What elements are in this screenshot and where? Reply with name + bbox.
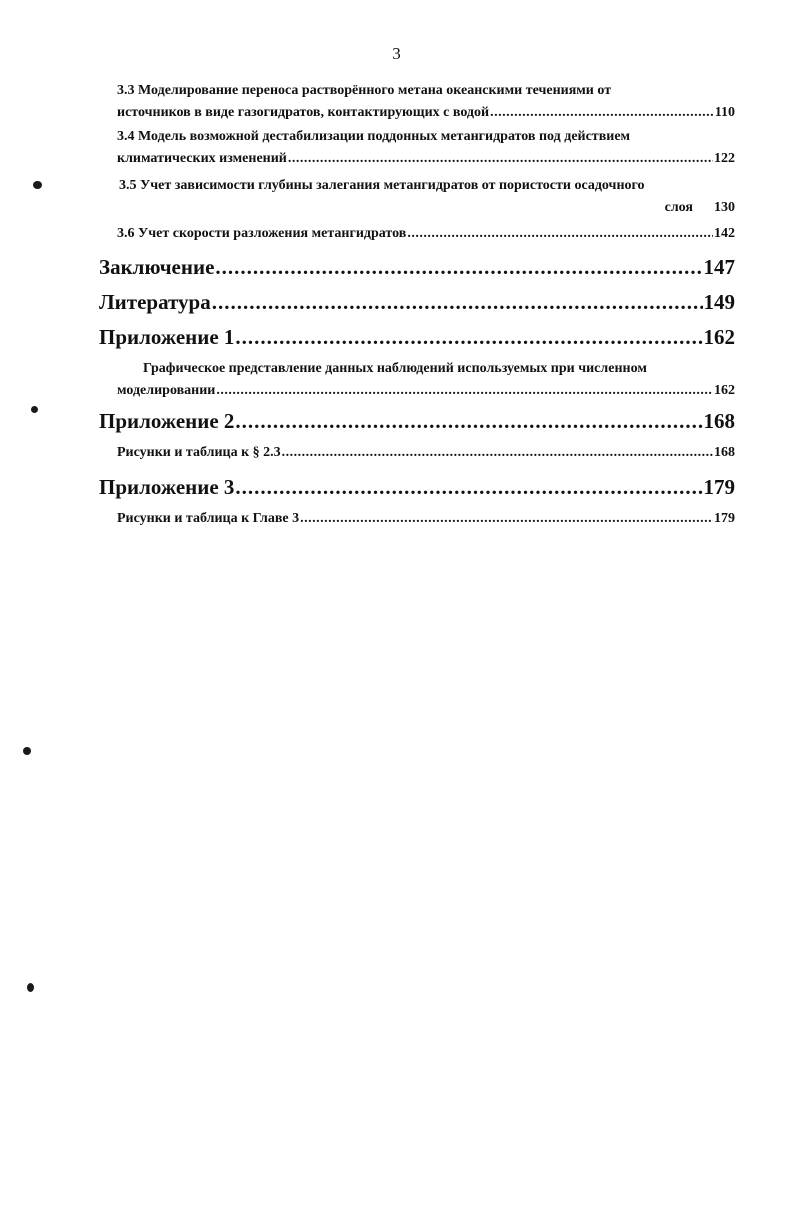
toc-entry-3-4-page: 122: [714, 151, 735, 166]
dot-leader: [288, 148, 713, 170]
toc-entry-conclusion-page: 147: [703, 255, 735, 279]
toc-entry-3-4-title-line1: 3.4 Модель возможной дестабилизации поддонных метангидратов под действием: [117, 129, 631, 144]
page-number: 3: [392, 44, 401, 63]
toc-entry-3-5: [119, 175, 735, 219]
toc-entry-literature-title: Литература: [99, 290, 211, 314]
toc-entry-appendix-2-sub-page: 168: [714, 445, 735, 460]
toc-entry-appendix-1-sub-page: 162: [714, 383, 735, 398]
scan-speck: [33, 181, 42, 189]
toc-entry-appendix-3-sub: [117, 508, 735, 530]
toc-entry-3-5-title-line1: 3.5 Учет зависимости глубины залегания метангидратов от пористости осадочного: [119, 178, 645, 193]
toc-entry-appendix-2: [99, 408, 735, 434]
toc-entry-appendix-2-sub: [117, 442, 735, 464]
toc-entry-appendix-3-sub-page: 179: [714, 511, 735, 526]
toc-entry-conclusion: [99, 254, 735, 280]
dot-leader: [212, 289, 703, 315]
toc-entry-appendix-2-title: Приложение 2: [99, 409, 235, 433]
dot-leader: [235, 474, 702, 500]
toc-entry-appendix-3-sub-title: Рисунки и таблица к Главе 3: [117, 511, 300, 526]
scan-speck: [27, 983, 34, 992]
toc-entry-appendix-3-page: 179: [703, 475, 735, 499]
scan-speck: [23, 747, 31, 755]
toc-entry-literature-page: 149: [703, 290, 735, 314]
toc-entry-3-6: [117, 223, 735, 245]
toc-entry-appendix-2-sub-title: Рисунки и таблица к § 2.3: [117, 445, 281, 460]
toc-entry-3-5-title-line2: слоя: [664, 200, 693, 215]
toc-entry-appendix-1-sub-title-line1: Графическое представление данных наблюдений используемых при численном: [143, 361, 647, 376]
toc-entry-3-3-title-line2: источников в виде газогидратов, контактирующих с водой: [117, 105, 490, 120]
dot-leader: [300, 508, 713, 530]
toc-entry-3-3-title-line1: 3.3 Моделирование переноса растворённого метана океанскими течениями от: [117, 83, 612, 98]
toc-entry-literature: [99, 289, 735, 315]
toc-entry-3-6-page: 142: [714, 226, 735, 241]
toc-entry-appendix-1-title: Приложение 1: [99, 325, 235, 349]
toc-entry-appendix-3-title: Приложение 3: [99, 475, 235, 499]
toc-entry-appendix-1-sub: [117, 358, 735, 402]
dot-leader: [215, 254, 702, 280]
dot-leader: [282, 442, 713, 464]
toc-entry-3-3-page: 110: [714, 105, 735, 120]
dot-leader: [235, 324, 702, 350]
toc-entry-appendix-1-page: 162: [703, 325, 735, 349]
toc-entry-3-5-page: 130: [714, 200, 735, 215]
toc-entry-appendix-3: [99, 474, 735, 500]
toc-entry-appendix-1-sub-title-line2: моделировании: [117, 383, 216, 398]
toc-entry-3-4-title-line2: климатических изменений: [117, 151, 287, 166]
toc-entry-appendix-1: [99, 324, 735, 350]
toc-entry-3-6-title: 3.6 Учет скорости разложения метангидратов: [117, 226, 407, 241]
toc-entry-3-3: [117, 80, 735, 124]
dot-leader: [407, 223, 713, 245]
toc-entry-3-4: [117, 126, 735, 170]
dot-leader: [490, 102, 714, 124]
scan-speck: [31, 406, 38, 413]
toc-entry-appendix-2-page: 168: [703, 409, 735, 433]
toc-entry-conclusion-title: Заключение: [99, 255, 215, 279]
dot-leader: [235, 408, 702, 434]
dot-leader: [216, 380, 713, 402]
